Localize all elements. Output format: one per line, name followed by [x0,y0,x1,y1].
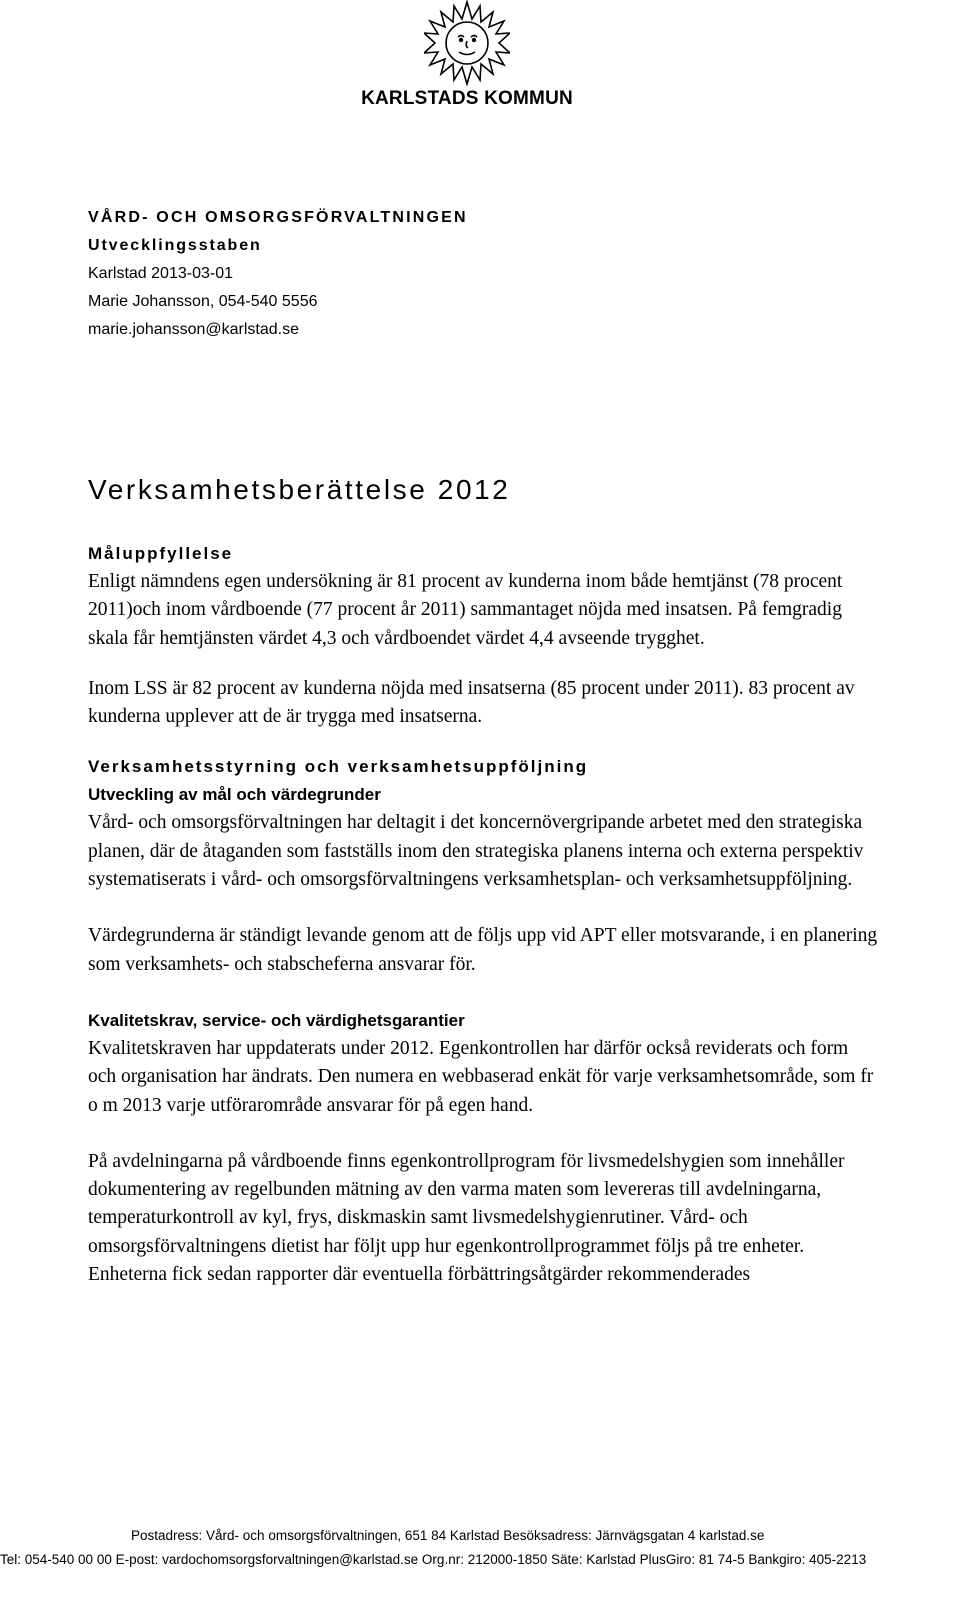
paragraph: Inom LSS är 82 procent av kunderna nöjda med insatserna (85 procent under 2011). 83 procent av kunderna upplever att de är trygga med insatserna. [88,677,855,728]
section-heading-verksamhetsstyrning: Verksamhetsstyrning och verksamhetsuppföljning [88,757,589,777]
paragraph: Enligt nämndens egen undersökning är 81 procent av kunderna inom både hemtjänst (78 procent 2011)och inom vårdboende (77 procent år 2011) sammantaget nöjda med insatsen. På femgradig skala får hemtjänsten värdet 4,3 och vårdboendet värdet 4,4 avseende trygghet. [88,571,843,649]
section-heading-maluppfyllelse: Måluppfyllelse [88,544,234,563]
paragraph: Kvalitetskraven har uppdaterats under 2012. Egenkontrollen har därför också reviderats och form och organisation har ändrats. Den numera en webbaserad enkät för varje verksamhetsområde, som fr o m 2013 varje utförarområde ansvarar för på egen hand. [88,1037,874,1116]
paragraph: Vård- och omsorgsförvaltningen har deltagit i det koncernövergripande arbetet med den strategiska planen, där de åtaganden som fastställs inom den strategiska planens interna och externa perspektiv systematiserats i vård- och omsorgsförvaltningens verksamhetsplan- och verksamhetsuppföljning. [88,812,864,891]
subsection-heading-utveckling: Utveckling av mål och värdegrunder [88,785,381,805]
unit-name: Utvecklingsstaben [88,237,262,254]
place-date: Karlstad 2013-03-01 [88,265,233,282]
sender-block [88,204,468,344]
paragraph: På avdelningarna på vårdboende finns egenkontrollprogram för livsmedelshygien som innehåller dokumentering av regelbunden mätning av den varma maten som levereras till avdelningarna, temperaturkontroll av kyl, frys, diskmaskin samt livsmedelshygienrutiner. Vård- och omsorgsförvaltningens dietist har följt upp hur egenkontrollprogrammet följs på tre enheter. Enheterna fick sedan rapporter där eventuella förbättringsåtgärder rekommenderades [88,1150,845,1286]
document-body [88,540,878,1289]
logo-wordmark: KARLSTADS KOMMUN [361,88,573,109]
document-title: Verksamhetsberättelse 2012 [88,474,511,505]
contact-person: Marie Johansson, 054-540 5556 [88,293,318,310]
contact-email: marie.johansson@karlstad.se [88,321,300,338]
sun-icon [424,0,510,86]
footer-contact-line: Tel: 054-540 00 00 E-post: vardochomsorgsforvaltningen@karlstad.se Org.nr: 212000-1850 Säte: Karlstad PlusGiro: 81 74-5 Bankgiro: 405-2213 [0,1552,867,1567]
paragraph: Värdegrunderna är ständigt levande genom att de följs upp vid APT eller motsvarande, i en planering som verksamhets- och stabscheferna ansvarar för. [88,925,878,975]
municipality-logo [340,0,620,120]
department-name: VÅRD- OCH OMSORGSFÖRVALTNINGEN [88,209,468,226]
subsection-heading-kvalitetskrav: Kvalitetskrav, service- och värdighetsgarantier [88,1010,465,1030]
footer-address-line: Postadress: Vård- och omsorgsförvaltningen, 651 84 Karlstad Besöksadress: Järnvägsgatan 4 karlstad.se [131,1528,765,1543]
